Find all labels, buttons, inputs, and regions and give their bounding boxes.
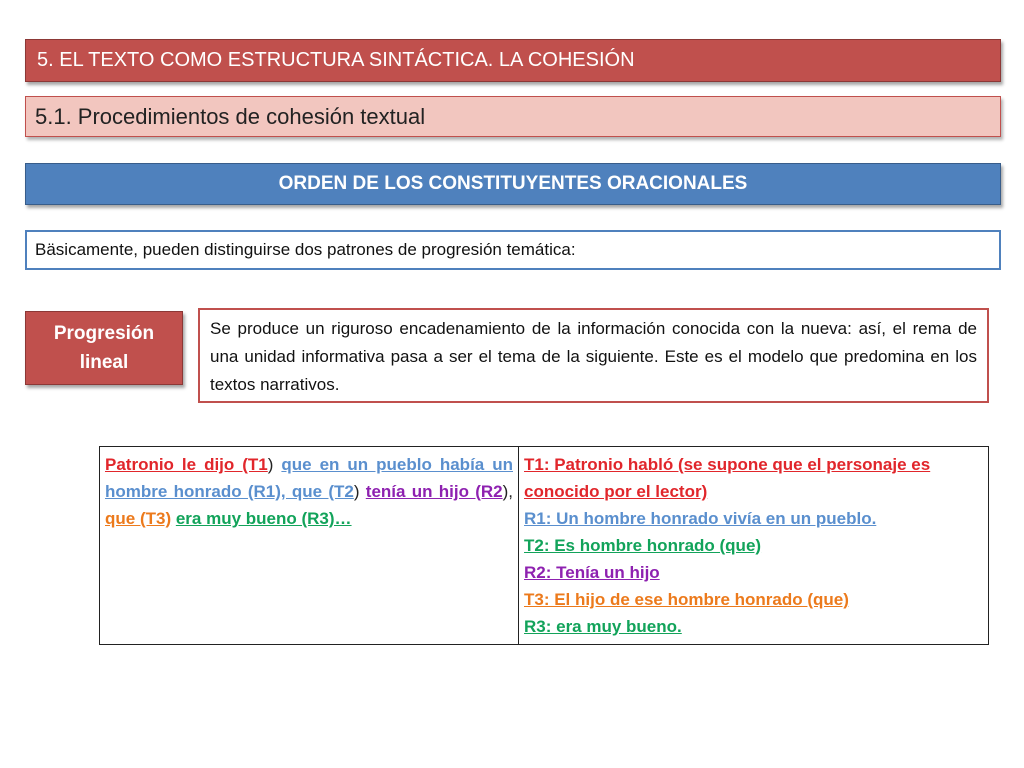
example-analysis-cell: [519, 447, 989, 645]
segment-r1-t2: que en un pueblo había un hombre honrado (R1), que (T2: [105, 455, 513, 501]
slide-subtitle-text: 5.1. Procedimientos de cohesión textual: [35, 104, 426, 129]
pattern-label: [25, 311, 183, 385]
pattern-label-line1: Progresión: [53, 323, 155, 344]
analysis-t3: T3: El hijo de ese hombre honrado (que): [524, 590, 849, 609]
segment-r2: tenía un hijo (R2: [365, 482, 503, 501]
slide-title-text: 5. EL TEXTO COMO ESTRUCTURA SINTÁCTICA. LA COHESIÓN: [37, 49, 635, 71]
analysis-t1: T1: Patronio habló (se supone que el personaje es conocido por el lector): [524, 455, 931, 501]
example-row: [100, 447, 989, 645]
segment-sep1: ): [267, 455, 282, 474]
segment-r3: era muy bueno (R3)…: [175, 509, 352, 528]
intro-text: Bäsicamente, pueden distinguirse dos patrones de progresión temática:: [35, 240, 576, 259]
analysis-t2: T2: Es hombre honrado (que): [524, 536, 762, 555]
example-sentence-cell: [100, 447, 519, 645]
segment-sep3: ),: [502, 482, 513, 501]
pattern-label-line2: lineal: [79, 352, 129, 373]
slide-subtitle: [25, 96, 1001, 137]
segment-t1: Patronio le dijo (T1: [105, 455, 268, 474]
example-table: [99, 446, 989, 645]
analysis-r3: R3: era muy bueno.: [524, 617, 682, 636]
pattern-description: [198, 308, 989, 403]
section-heading: [25, 163, 1001, 205]
slide-title: [25, 39, 1001, 82]
pattern-description-text: Se produce un riguroso encadenamiento de la información conocida con la nueva: así, el rema de una unidad informativa pasa a ser el tema de la siguiente. Este es el modelo que predomina en los textos narrativos.: [210, 319, 977, 394]
segment-sep2: ): [353, 482, 366, 501]
segment-t3: que (T3): [105, 509, 172, 528]
analysis-r1: R1: Un hombre honrado vivía en un pueblo.: [524, 509, 877, 528]
intro-box: [25, 230, 1001, 270]
analysis-r2: R2: Tenía un hijo: [524, 563, 660, 582]
section-heading-text: ORDEN DE LOS CONSTITUYENTES ORACIONALES: [278, 173, 748, 194]
